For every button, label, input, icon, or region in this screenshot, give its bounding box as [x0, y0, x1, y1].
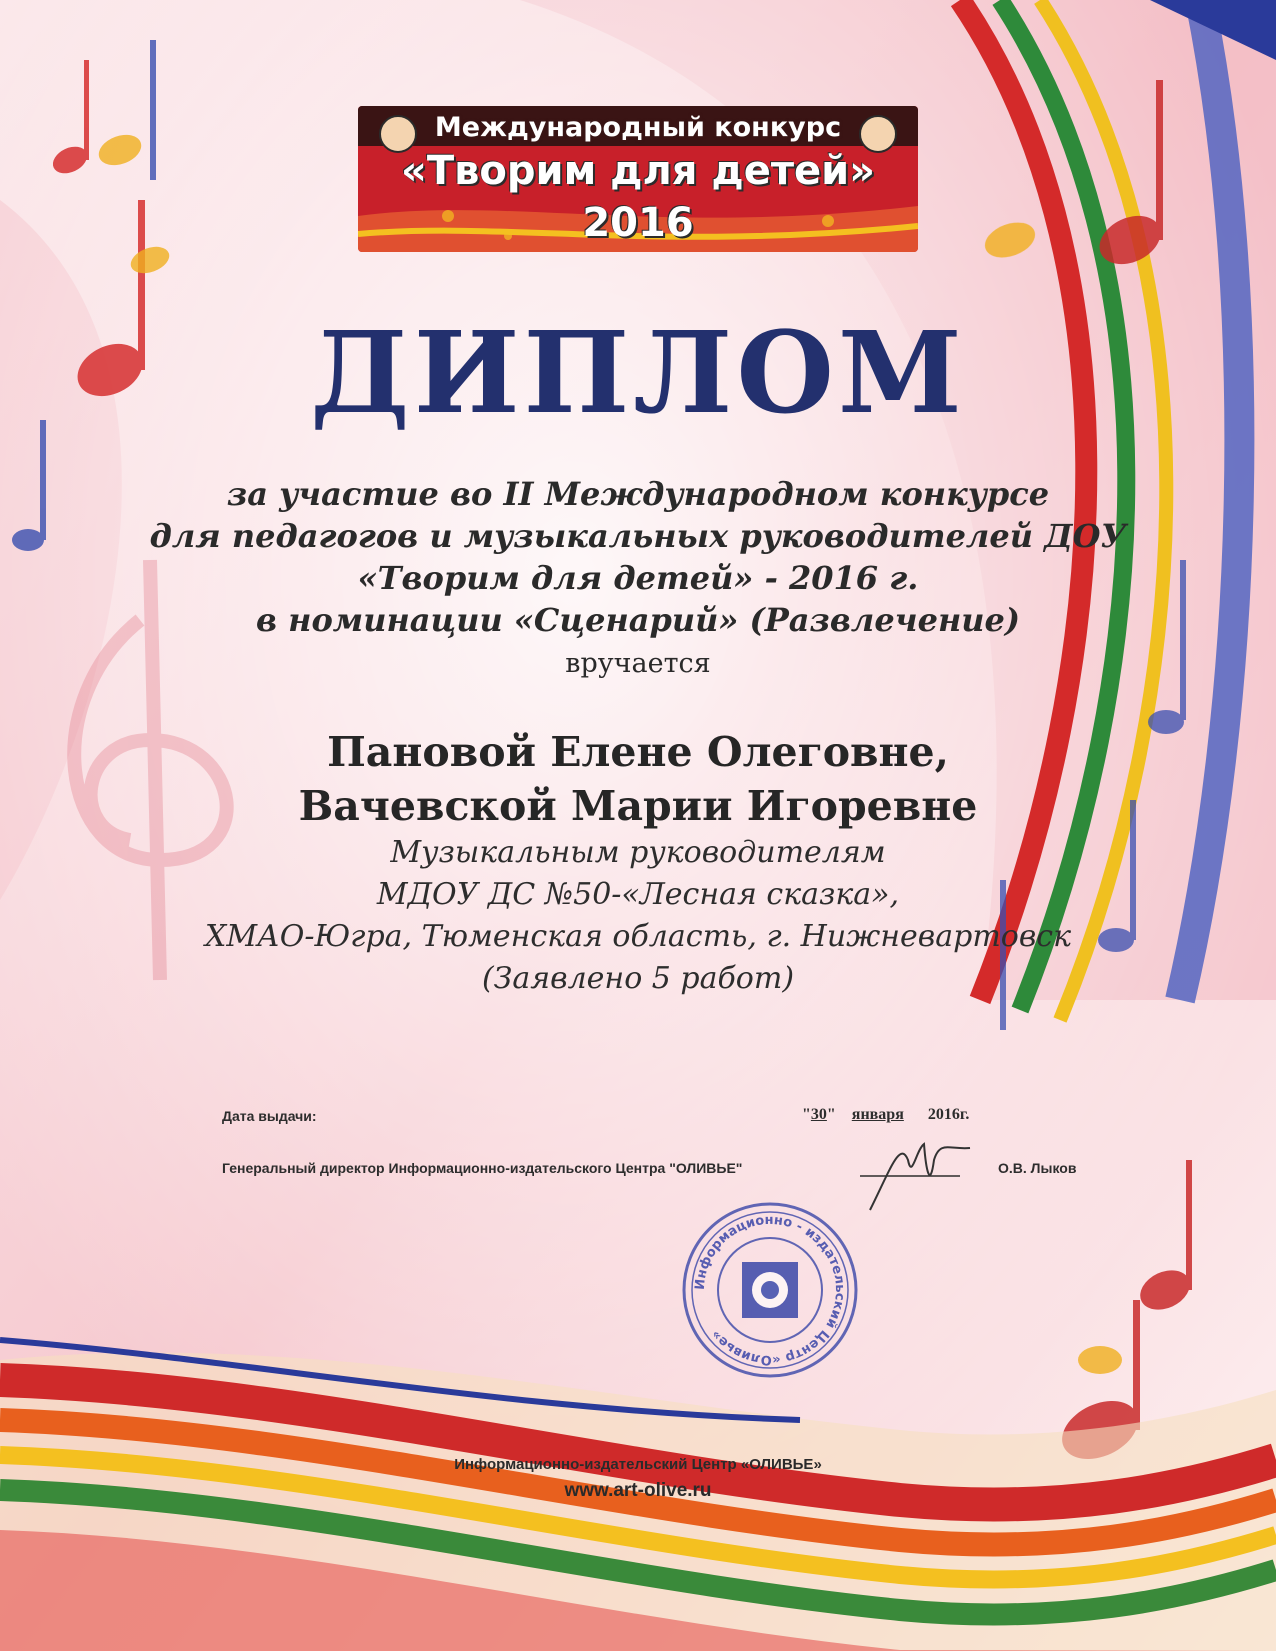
- intro-line: для педагогов и музыкальных руководителей ДОУ: [149, 517, 1127, 555]
- recipient-detail: (Заявлено 5 работ): [481, 961, 795, 996]
- recipient-detail: МДОУ ДС №50-«Лесная сказка»,: [376, 877, 900, 912]
- director-name: О.В. Лыков: [998, 1160, 1077, 1176]
- issue-date: "30" января 2016г.: [802, 1106, 970, 1123]
- issue-month: января: [851, 1106, 904, 1123]
- issue-day: 30: [810, 1106, 827, 1123]
- intro-line: за участие во II Международном конкурсе: [226, 475, 1050, 513]
- banner-year: 2016: [582, 200, 694, 246]
- contest-banner: [358, 106, 918, 252]
- diploma-title: ДИПЛОМ: [310, 308, 966, 439]
- footer-organization: Информационно-издательский Центр «ОЛИВЬЕ»: [454, 1456, 822, 1473]
- stamp-ring-text: Информационно - издательский Центр «Оливье»: [692, 1212, 848, 1368]
- issue-year: 2016г.: [927, 1106, 970, 1123]
- awarded-text: вручается: [565, 648, 711, 679]
- signature-image: [860, 1130, 980, 1220]
- recipient-name: Пановой Елене Олеговне,: [327, 728, 949, 776]
- official-stamp: [680, 1200, 860, 1380]
- issue-date-label: Дата выдачи:: [222, 1108, 317, 1124]
- footer-website: www.art-olive.ru: [564, 1480, 712, 1501]
- intro-line: «Творим для детей» - 2016 г.: [357, 559, 919, 597]
- recipient-detail: ХМАО-Югра, Тюменская область, г. Нижневартовск: [204, 919, 1072, 954]
- intro-line: в номинации «Сценарий» (Развлечение): [255, 601, 1021, 639]
- recipient-name: Вачевской Марии Игоревне: [298, 782, 978, 830]
- director-title: Генеральный директор Информационно-издательского Центра "ОЛИВЬЕ": [222, 1160, 743, 1176]
- banner-subtitle: Международный конкурс: [434, 112, 842, 143]
- recipient-detail: Музыкальным руководителям: [390, 835, 886, 870]
- banner-title: «Творим для детей»: [400, 148, 876, 194]
